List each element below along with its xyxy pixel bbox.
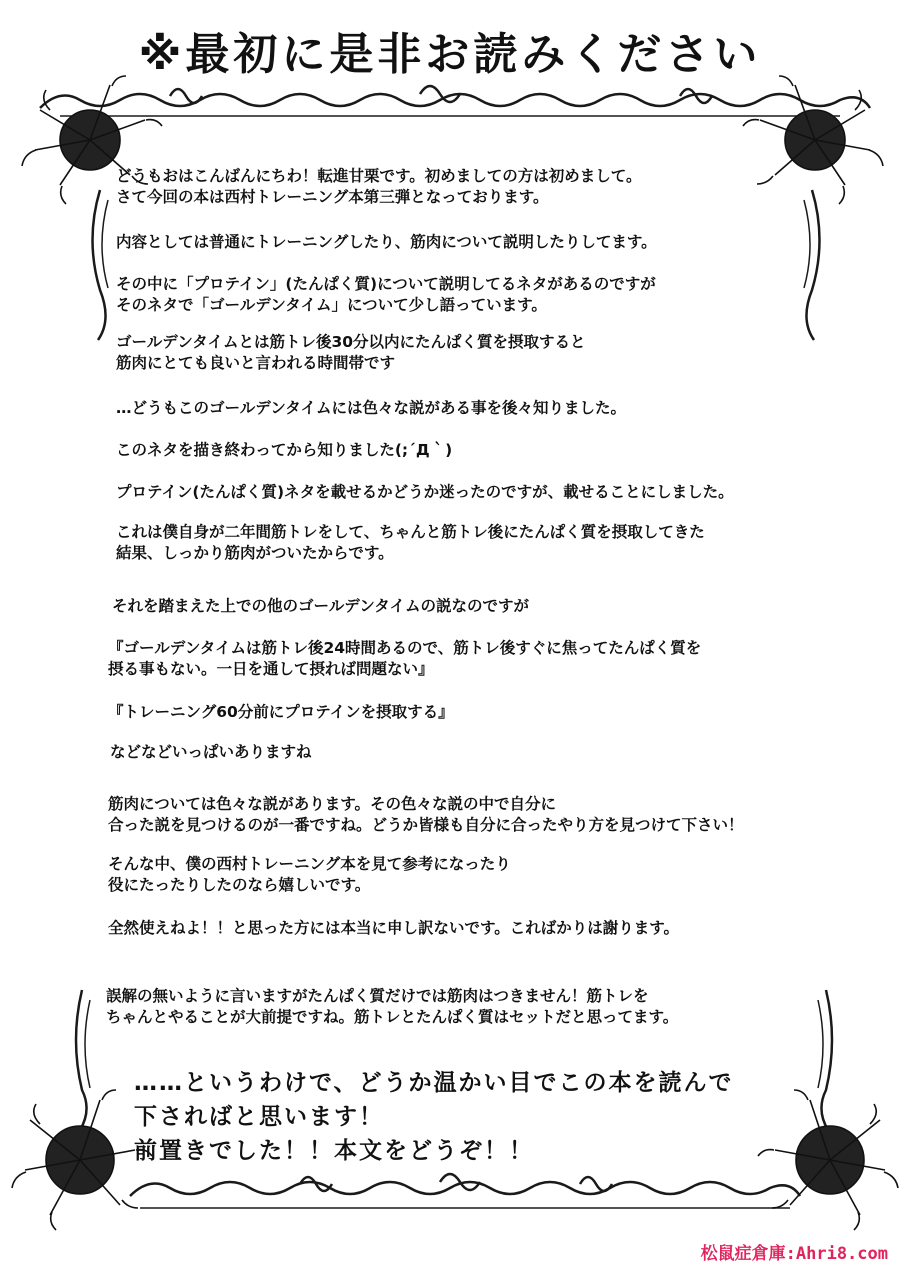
top-left-vertical-flourish bbox=[93, 190, 109, 340]
bottom-right-flower-icon bbox=[758, 1090, 898, 1230]
bottom-scroll-border bbox=[130, 1174, 800, 1208]
paragraph-protein-topic: その中に「プロテイン」(たんぱく質)について説明してるネタがあるのですが そのネタで「ゴールデンタイム」について少し語っています。 bbox=[116, 275, 656, 314]
paragraph-greeting: どうもおはこんばんにちわ！転進甘栗です。初めましての方は初めまして。 さて今回の本は西村トレーニング本第三弾となっております。 bbox=[116, 167, 642, 206]
bottom-right-vertical-flourish bbox=[818, 990, 832, 1130]
paragraph-content: 内容としては普通にトレーニングしたり、筋肉について説明したりしてます。 bbox=[116, 233, 657, 251]
paragraph-reason: これは僕自身が二年間筋トレをして、ちゃんと筋トレ後にたんぱく質を摂取してきた 結果、しっかり筋肉がついたからです。 bbox=[116, 523, 705, 562]
paragraph-disclaimer: 誤解の無いように言いますがたんぱく質だけでは筋肉はつきません！筋トレを ちゃんとやることが大前提ですね。筋トレとたんぱく質はセットだと思ってます。 bbox=[106, 987, 679, 1026]
paragraph-theories: …どうもこのゴールデンタイムには色々な説がある事を後々知りました。 bbox=[116, 399, 626, 417]
paragraph-golden-time: ゴールデンタイムとは筋トレ後30分以内にたんぱく質を摂取すると 筋肉にとても良いと言われる時間帯です bbox=[116, 333, 586, 372]
page-title: ※最初に是非お読みください bbox=[138, 29, 762, 80]
paragraph-glad: そんな中、僕の西村トレーニング本を見て参考になったり 役にたったりしたのなら嬉しいです。 bbox=[108, 855, 511, 894]
watermark-credit: 松鼠症倉庫:Ahri8.com bbox=[700, 1244, 888, 1264]
top-right-vertical-flourish bbox=[804, 190, 820, 340]
paragraph-quote-24h: 『ゴールデンタイムは筋トレ後24時間あるので、筋トレ後すぐに焦ってたんぱく質を 摂る事もない。一日を通して摂れば問題ない』 bbox=[108, 639, 702, 678]
paragraph-quote-60min: 『トレーニング60分前にプロテインを摂取する』 bbox=[108, 703, 454, 721]
paragraph-learned-later: このネタを描き終わってから知りました(;´Д｀) bbox=[116, 441, 453, 459]
paragraph-etc: などなどいっぱいありますね bbox=[110, 743, 312, 761]
paragraph-apology: 全然使えねよ！！と思った方には本当に申し訳ないです。こればかりは謝ります。 bbox=[108, 919, 680, 937]
top-scroll-border bbox=[40, 86, 870, 116]
closing-message: ……というわけで、どうか温かい目でこの本を読んで 下さればと思います！ 前置きでした！！本文をどうぞ！！ bbox=[134, 1070, 734, 1164]
bottom-left-flower-icon bbox=[12, 1090, 152, 1230]
paragraph-other-theories: それを踏まえた上での他のゴールデンタイムの説なのですが bbox=[112, 597, 529, 615]
bottom-left-vertical-flourish bbox=[76, 990, 90, 1130]
top-right-flower-icon bbox=[743, 76, 883, 204]
paragraph-decision: プロテイン(たんぱく質)ネタを載せるかどうか迷ったのですが、載せることにしました。 bbox=[116, 483, 734, 501]
paragraph-find-your-way: 筋肉については色々な説があります。その色々な説の中で自分に 合った説を見つけるのが一番ですね。どうか皆様も自分に合ったやり方を見つけて下さい！ bbox=[108, 795, 744, 834]
